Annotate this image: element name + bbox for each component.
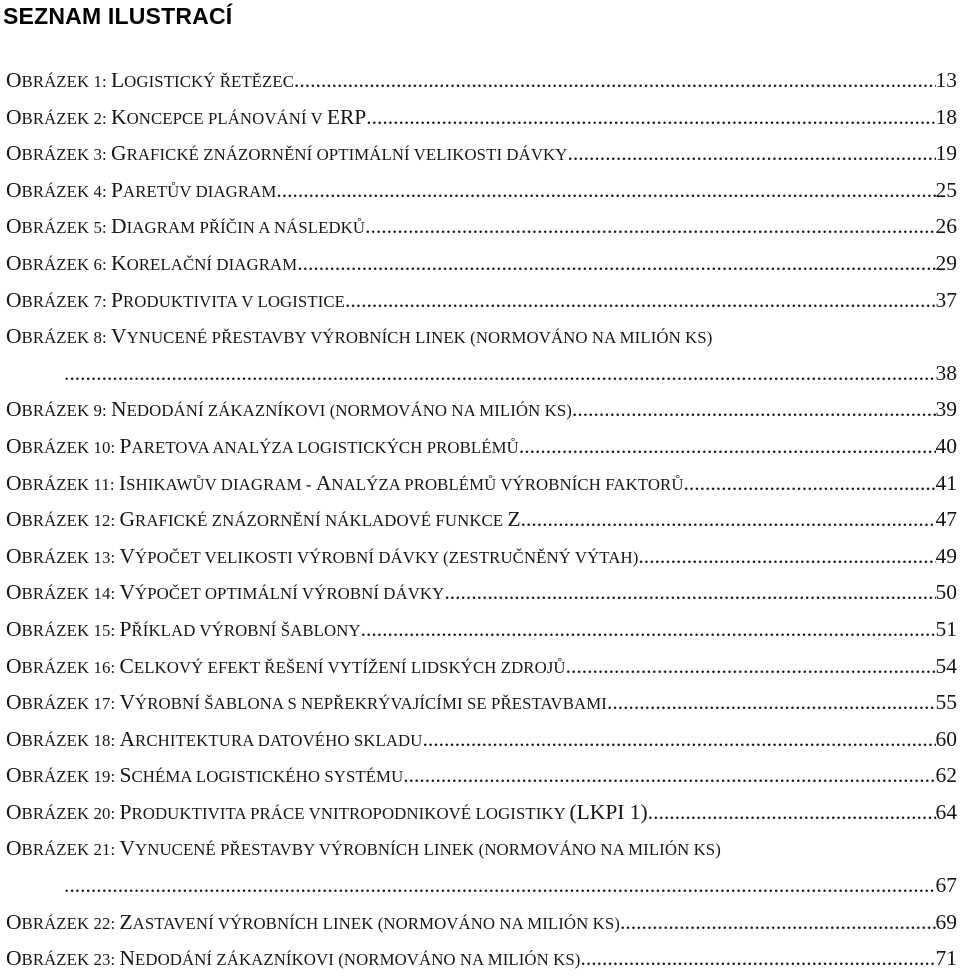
page-number: 55 (935, 690, 957, 715)
figure-label-initial: O (6, 836, 22, 861)
figure-label-initial: O (6, 763, 22, 788)
figure-title-initial: A (119, 726, 136, 751)
figure-label: BRÁZEK 11: (21, 474, 119, 494)
figure-label: BRÁZEK 20: (21, 803, 120, 823)
page-number: 54 (935, 653, 957, 678)
figure-title: IAGRAM PŘÍČIN A NÁSLEDKŮ (126, 218, 366, 238)
figure-label: BRÁZEK 23: (21, 950, 120, 970)
page-number: 26 (935, 214, 957, 239)
dot-leader (361, 613, 936, 646)
page-number: 67 (935, 873, 957, 898)
dot-leader (294, 64, 936, 97)
figure-entry-title (6, 101, 366, 135)
dot-leader (403, 759, 935, 792)
page-number: 71 (935, 946, 957, 971)
dot-leader (648, 796, 936, 829)
dot-leader (566, 650, 936, 683)
figure-label: BRÁZEK 1: (21, 72, 112, 91)
figure-label-initial: O (6, 141, 22, 166)
figure-entry[interactable] (6, 906, 957, 943)
figure-label: BRÁZEK 3: (21, 145, 112, 165)
figure-label-initial: O (6, 433, 22, 458)
figure-entry-title (6, 137, 567, 171)
dot-leader (521, 503, 936, 536)
page-number: 18 (935, 104, 957, 129)
figure-title-initial: V (111, 324, 127, 349)
figure-label: BRÁZEK 18: (21, 730, 120, 750)
figure-label-initial: O (6, 616, 22, 641)
dot-leader (366, 101, 935, 134)
figure-title-initial: V (119, 836, 136, 861)
figure-entry-title (6, 942, 580, 976)
figure-title: RODUKTIVITA V LOGISTICE (123, 291, 346, 311)
figure-label: BRÁZEK 10: (21, 437, 120, 457)
page-number: 69 (935, 909, 957, 934)
figure-entry[interactable] (6, 320, 957, 357)
figure-entry[interactable] (6, 759, 957, 796)
figure-entry-title (6, 210, 365, 244)
figure-entry[interactable] (6, 942, 957, 979)
page-number: 13 (935, 68, 957, 92)
figure-label-initial: O (6, 726, 22, 751)
figure-entry-title (6, 393, 572, 427)
dot-leader (64, 357, 936, 390)
dot-leader (276, 174, 935, 207)
figure-entry-title (6, 759, 403, 793)
figure-entry[interactable] (6, 503, 957, 540)
figure-label: BRÁZEK 13: (21, 547, 120, 567)
page-number: 19 (935, 141, 957, 166)
dot-leader (345, 284, 935, 317)
figure-title: ORELAČNÍ DIAGRAM (126, 254, 298, 274)
figure-title-tail: ERP (326, 104, 367, 129)
dot-leader (620, 906, 936, 939)
dot-leader (567, 137, 935, 170)
figure-entry-title (6, 467, 684, 501)
figure-title: RODUKTIVITA PRÁCE VNITROPODNIKOVÉ LOGISTIKY (131, 803, 570, 823)
figure-label: BRÁZEK 19: (21, 767, 120, 787)
figure-title: SHIKAWŮV DIAGRAM - (126, 474, 316, 494)
page-number: 50 (935, 580, 957, 605)
figure-title-initial: V (119, 690, 136, 715)
figure-entry[interactable] (6, 650, 957, 687)
list-of-figures-title: SEZNAM ILUSTRACÍ (3, 3, 233, 29)
figure-label: BRÁZEK 16: (21, 657, 120, 677)
figure-title: ONCEPCE PLÁNOVÁNÍ V (126, 108, 327, 128)
dot-leader (519, 430, 936, 463)
figure-entry[interactable] (6, 174, 957, 211)
page-number: 41 (935, 470, 957, 495)
figure-label: BRÁZEK 12: (21, 511, 120, 531)
figure-entry-title (6, 576, 444, 610)
page-number: 60 (935, 726, 957, 751)
figure-title: ELKOVÝ EFEKT ŘEŠENÍ VYTÍŽENÍ LIDSKÝCH ZDROJŮ (133, 657, 566, 677)
figure-title: RAFICKÉ ZNÁZORNĚNÍ OPTIMÁLNÍ VELIKOSTI DÁVKY (126, 145, 568, 165)
figure-entry[interactable] (6, 393, 957, 430)
page-number: 40 (935, 433, 957, 458)
figure-label-initial: O (6, 543, 22, 568)
figure-entry-title (6, 503, 521, 537)
figure-label-initial: O (6, 104, 22, 129)
figure-title: YNUCENÉ PŘESTAVBY VÝROBNÍCH LINEK (NORMOVÁNO NA MILIÓN KS) (135, 840, 721, 860)
figure-title-initial: I (118, 470, 127, 495)
figure-entry-title (6, 906, 620, 940)
figure-entry-title (6, 650, 566, 684)
figure-title-initial: P (119, 616, 132, 641)
page-number: 29 (935, 250, 957, 275)
dot-leader (365, 210, 935, 243)
figure-label-initial: O (6, 799, 22, 824)
figure-title-initial: V (119, 580, 136, 605)
figure-label-initial: O (6, 909, 22, 934)
page-number: 62 (935, 763, 957, 788)
figure-label-initial: O (6, 507, 22, 532)
figure-entry-continuation[interactable] (6, 357, 957, 394)
figure-label: BRÁZEK 15: (21, 620, 120, 640)
dot-leader (607, 686, 936, 719)
figure-title: ÝPOČET VELIKOSTI VÝROBNÍ DÁVKY (ZESTRUČNĚNÝ VÝTAH) (135, 547, 639, 567)
figure-label: BRÁZEK 6: (21, 254, 112, 274)
figure-entry[interactable] (6, 137, 957, 174)
page-number: 25 (935, 177, 957, 202)
figure-entry-title (6, 64, 294, 98)
figure-title: EDODÁNÍ ZÁKAZNÍKOVI (NORMOVÁNO NA MILIÓN KS) (135, 950, 581, 970)
figure-label: BRÁZEK 2: (21, 108, 112, 128)
figure-label: BRÁZEK 5: (21, 218, 112, 238)
figure-entry[interactable] (6, 247, 957, 284)
dot-leader (444, 576, 935, 609)
figure-label-initial: O (6, 653, 22, 678)
figure-label-initial: O (6, 68, 22, 92)
figure-title-initial: P (119, 433, 132, 458)
figure-label: BRÁZEK 17: (21, 694, 120, 714)
figure-entry-title (6, 540, 638, 574)
figure-label: BRÁZEK 14: (21, 584, 120, 604)
figure-title-initial: P (111, 287, 123, 312)
figure-title-initial: S (119, 763, 132, 788)
dot-leader (297, 247, 935, 280)
figure-entry[interactable] (6, 467, 957, 504)
figure-entry[interactable] (6, 723, 957, 760)
figure-entry-title (6, 284, 345, 318)
page-number: 64 (935, 799, 957, 824)
figure-title-initial: P (119, 799, 132, 824)
figure-title-initial-2: A (315, 470, 332, 495)
figure-label: BRÁZEK 8: (21, 328, 112, 348)
figure-entry-title (6, 686, 607, 720)
figure-label-initial: O (6, 287, 22, 312)
figure-entry[interactable] (6, 284, 957, 321)
figure-label-initial: O (6, 324, 22, 349)
figure-entry[interactable] (6, 430, 957, 467)
figure-entry[interactable] (6, 686, 957, 723)
figure-label-initial: O (6, 397, 22, 422)
figure-title-initial: Z (119, 909, 133, 934)
dot-leader (580, 942, 935, 975)
figure-title: ARETŮV DIAGRAM (123, 181, 277, 201)
figure-entry-title (6, 430, 519, 464)
figure-label: BRÁZEK 4: (21, 181, 112, 201)
figure-entry[interactable] (6, 210, 957, 247)
figure-title-initial: G (111, 141, 127, 166)
figure-title-tail: (LKPI 1) (569, 799, 648, 824)
figure-label: BRÁZEK 7: (21, 291, 112, 311)
figure-title-initial: N (111, 397, 127, 422)
page-number: 49 (935, 543, 957, 568)
dot-leader (684, 467, 936, 500)
figure-entry-title (6, 247, 297, 281)
figure-label-initial: O (6, 946, 22, 971)
page-number: 47 (935, 507, 957, 532)
figure-label: BRÁZEK 22: (21, 913, 120, 933)
figure-label-initial: O (6, 690, 22, 715)
dot-leader (572, 393, 936, 426)
figure-title-initial: C (119, 653, 134, 678)
page-number: 37 (935, 287, 957, 312)
figure-title-initial: G (119, 507, 136, 532)
figure-entry[interactable] (6, 64, 957, 101)
figure-entry[interactable] (6, 613, 957, 650)
figure-title-2: NALÝZA PROBLÉMŮ VÝROBNÍCH FAKTORŮ (331, 474, 684, 494)
figure-entry-title (6, 174, 276, 208)
page-number: 39 (935, 397, 957, 422)
figure-title: ASTAVENÍ VÝROBNÍCH LINEK (NORMOVÁNO NA MILIÓN KS) (132, 913, 620, 933)
figure-title-initial: K (111, 250, 127, 275)
figure-title-initial: P (111, 177, 123, 202)
figure-label: BRÁZEK 9: (21, 401, 112, 421)
page-number: 51 (935, 616, 957, 641)
dot-leader (64, 869, 936, 902)
figure-entry[interactable] (6, 796, 957, 833)
figure-title-initial: V (119, 543, 136, 568)
dot-leader (422, 723, 935, 756)
figure-entry[interactable] (6, 540, 957, 577)
figure-entry-title (6, 796, 648, 830)
figure-title: ÝROBNÍ ŠABLONA S NEPŘEKRÝVAJÍCÍMI SE PŘESTAVBAMI (135, 694, 607, 714)
figure-title-initial: K (111, 104, 127, 129)
figure-title-initial: L (111, 68, 125, 92)
figure-label-initial: O (6, 250, 22, 275)
figure-title: RAFICKÉ ZNÁZORNĚNÍ NÁKLADOVÉ FUNKCE (135, 511, 508, 531)
figure-title: ARETOVA ANALÝZA LOGISTICKÝCH PROBLÉMŮ (131, 437, 519, 457)
figure-list (6, 64, 957, 979)
figure-title-initial: D (111, 214, 127, 239)
figure-title-tail: Z (507, 507, 521, 532)
figure-entry-title (6, 613, 361, 647)
figure-title: OGISTICKÝ ŘETĚZEC (124, 72, 294, 91)
figure-entry-title (6, 320, 712, 354)
figure-entry-continuation[interactable] (6, 869, 957, 906)
figure-title: EDODÁNÍ ZÁKAZNÍKOVI (NORMOVÁNO NA MILIÓN KS) (126, 401, 572, 421)
figure-title-initial: N (119, 946, 136, 971)
figure-label-initial: O (6, 177, 22, 202)
figure-title: CHÉMA LOGISTICKÉHO SYSTÉMU (131, 767, 404, 787)
figure-label-initial: O (6, 214, 22, 239)
figure-title: ÝPOČET OPTIMÁLNÍ VÝROBNÍ DÁVKY (135, 584, 445, 604)
figure-title: RCHITEKTURA DATOVÉHO SKLADU (135, 730, 423, 750)
figure-label-initial: O (6, 580, 22, 605)
page-number: 38 (935, 360, 957, 385)
figure-entry-title (6, 723, 422, 757)
figure-entry[interactable] (6, 576, 957, 613)
figure-title: YNUCENÉ PŘESTAVBY VÝROBNÍCH LINEK (NORMOVÁNO NA MILIÓN KS) (126, 328, 713, 348)
figure-entry[interactable] (6, 101, 957, 138)
figure-entry-title (6, 832, 721, 866)
figure-label: BRÁZEK 21: (21, 840, 120, 860)
dot-leader (638, 540, 935, 573)
figure-title: ŘÍKLAD VÝROBNÍ ŠABLONY (131, 620, 361, 640)
figure-label-initial: O (6, 470, 22, 495)
